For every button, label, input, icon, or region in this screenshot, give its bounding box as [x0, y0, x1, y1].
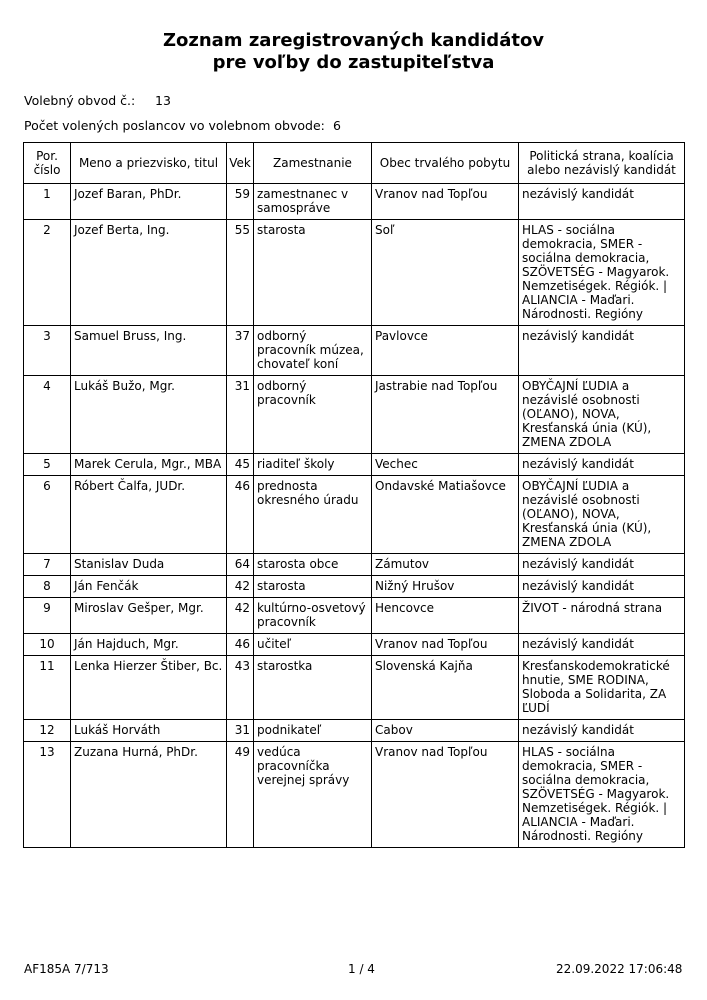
cell-name: Lukáš Horváth	[71, 720, 227, 742]
cell-number: 11	[24, 656, 71, 720]
cell-town: Slovenská Kajňa	[372, 656, 519, 720]
cell-age: 42	[227, 576, 254, 598]
cell-number: 13	[24, 742, 71, 848]
cell-name: Lenka Hierzer Štiber, Bc.	[71, 656, 227, 720]
cell-age: 43	[227, 656, 254, 720]
table-row	[24, 454, 685, 476]
cell-town: Nižný Hrušov	[372, 576, 519, 598]
table-row	[24, 656, 685, 720]
cell-party: nezávislý kandidát	[519, 184, 685, 220]
cell-party: nezávislý kandidát	[519, 720, 685, 742]
cell-number: 1	[24, 184, 71, 220]
cell-name: Samuel Bruss, Ing.	[71, 326, 227, 376]
cell-job: starosta	[254, 576, 372, 598]
cell-town: Vranov nad Topľou	[372, 184, 519, 220]
cell-town: Pavlovce	[372, 326, 519, 376]
cell-party: HLAS - sociálna demokracia, SMER - sociálna demokracia, SZÖVETSÉG - Magyarok. Nemzetiségek. Régiók. | ALIANCIA - Maďari. Národnosti. Regióny	[519, 220, 685, 326]
candidates-table	[23, 142, 685, 848]
seats-label: Počet volených poslancov vo volebnom obvode:	[24, 118, 325, 133]
footer-datetime: 22.09.2022 17:06:48	[556, 962, 683, 976]
cell-party: ŽIVOT - národná strana	[519, 598, 685, 634]
table-row	[24, 742, 685, 848]
district-value: 13	[155, 93, 171, 108]
cell-age: 42	[227, 598, 254, 634]
cell-party: HLAS - sociálna demokracia, SMER - sociálna demokracia, SZÖVETSÉG - Magyarok. Nemzetiségek. Régiók. | ALIANCIA - Maďari. Národnosti. Regióny	[519, 742, 685, 848]
cell-age: 31	[227, 720, 254, 742]
cell-number: 9	[24, 598, 71, 634]
cell-age: 64	[227, 554, 254, 576]
cell-town: Vranov nad Topľou	[372, 742, 519, 848]
table-header-row	[24, 143, 685, 184]
cell-name: Jozef Berta, Ing.	[71, 220, 227, 326]
cell-job: prednosta okresného úradu	[254, 476, 372, 554]
cell-name: Zuzana Hurná, PhDr.	[71, 742, 227, 848]
header-job: Zamestnanie	[254, 143, 372, 184]
table-row	[24, 220, 685, 326]
document-title	[0, 30, 707, 74]
cell-name: Lukáš Bužo, Mgr.	[71, 376, 227, 454]
cell-age: 31	[227, 376, 254, 454]
cell-town: Vechec	[372, 454, 519, 476]
cell-party: OBYČAJNÍ ĽUDIA a nezávislé osobnosti (OĽANO), NOVA, Kresťanská únia (KÚ), ZMENA ZDOLA	[519, 376, 685, 454]
cell-name: Miroslav Gešper, Mgr.	[71, 598, 227, 634]
cell-party: OBYČAJNÍ ĽUDIA a nezávislé osobnosti (OĽANO), NOVA, Kresťanská únia (KÚ), ZMENA ZDOLA	[519, 476, 685, 554]
cell-job: starosta obce	[254, 554, 372, 576]
cell-age: 55	[227, 220, 254, 326]
seats-value: 6	[333, 118, 341, 133]
cell-number: 6	[24, 476, 71, 554]
cell-number: 10	[24, 634, 71, 656]
cell-age: 46	[227, 634, 254, 656]
table-row	[24, 598, 685, 634]
district-row	[24, 93, 171, 108]
cell-number: 7	[24, 554, 71, 576]
cell-name: Róbert Čalfa, JUDr.	[71, 476, 227, 554]
table-row	[24, 326, 685, 376]
cell-town: Ondavské Matiašovce	[372, 476, 519, 554]
cell-job: starosta	[254, 220, 372, 326]
title-line-2: pre voľby do zastupiteľstva	[212, 52, 495, 73]
header-number: Por. číslo	[24, 143, 71, 184]
cell-job: podnikateľ	[254, 720, 372, 742]
title-line-1: Zoznam zaregistrovaných kandidátov	[162, 30, 545, 51]
table-row	[24, 184, 685, 220]
cell-job: starostka	[254, 656, 372, 720]
cell-town: Soľ	[372, 220, 519, 326]
cell-age: 59	[227, 184, 254, 220]
table-row	[24, 476, 685, 554]
footer-page-number: 1 / 4	[348, 962, 375, 976]
header-party: Politická strana, koalícia alebo nezávislý kandidát	[519, 143, 685, 184]
cell-job: vedúca pracovníčka verejnej správy	[254, 742, 372, 848]
cell-name: Ján Fenčák	[71, 576, 227, 598]
cell-name: Jozef Baran, PhDr.	[71, 184, 227, 220]
cell-number: 4	[24, 376, 71, 454]
cell-party: nezávislý kandidát	[519, 634, 685, 656]
header-age: Vek	[227, 143, 254, 184]
cell-town: Vranov nad Topľou	[372, 634, 519, 656]
cell-number: 5	[24, 454, 71, 476]
cell-job: kultúrno-osvetový pracovník	[254, 598, 372, 634]
cell-town: Cabov	[372, 720, 519, 742]
cell-party: nezávislý kandidát	[519, 326, 685, 376]
cell-number: 2	[24, 220, 71, 326]
header-town: Obec trvalého pobytu	[372, 143, 519, 184]
cell-town: Zámutov	[372, 554, 519, 576]
table-row	[24, 576, 685, 598]
cell-job: učiteľ	[254, 634, 372, 656]
cell-job: zamestnanec v samospráve	[254, 184, 372, 220]
seats-row	[24, 118, 341, 133]
cell-party: nezávislý kandidát	[519, 554, 685, 576]
cell-name: Marek Cerula, Mgr., MBA	[71, 454, 227, 476]
cell-job: riaditeľ školy	[254, 454, 372, 476]
cell-party: nezávislý kandidát	[519, 576, 685, 598]
table-row	[24, 554, 685, 576]
cell-age: 45	[227, 454, 254, 476]
cell-number: 8	[24, 576, 71, 598]
cell-number: 12	[24, 720, 71, 742]
district-label: Volebný obvod č.:	[24, 93, 136, 108]
cell-name: Ján Hajduch, Mgr.	[71, 634, 227, 656]
cell-town: Jastrabie nad Topľou	[372, 376, 519, 454]
cell-age: 49	[227, 742, 254, 848]
cell-job: odborný pracovník múzea, chovateľ koní	[254, 326, 372, 376]
cell-party: nezávislý kandidát	[519, 454, 685, 476]
header-name: Meno a priezvisko, titul	[71, 143, 227, 184]
cell-job: odborný pracovník	[254, 376, 372, 454]
cell-party: Kresťanskodemokratické hnutie, SME RODINA, Sloboda a Solidarita, ZA ĽUDÍ	[519, 656, 685, 720]
table-row	[24, 720, 685, 742]
cell-age: 37	[227, 326, 254, 376]
cell-number: 3	[24, 326, 71, 376]
cell-age: 46	[227, 476, 254, 554]
table-row	[24, 634, 685, 656]
footer-doc-code: AF185A 7/713	[24, 962, 109, 976]
cell-town: Hencovce	[372, 598, 519, 634]
cell-name: Stanislav Duda	[71, 554, 227, 576]
table-row	[24, 376, 685, 454]
